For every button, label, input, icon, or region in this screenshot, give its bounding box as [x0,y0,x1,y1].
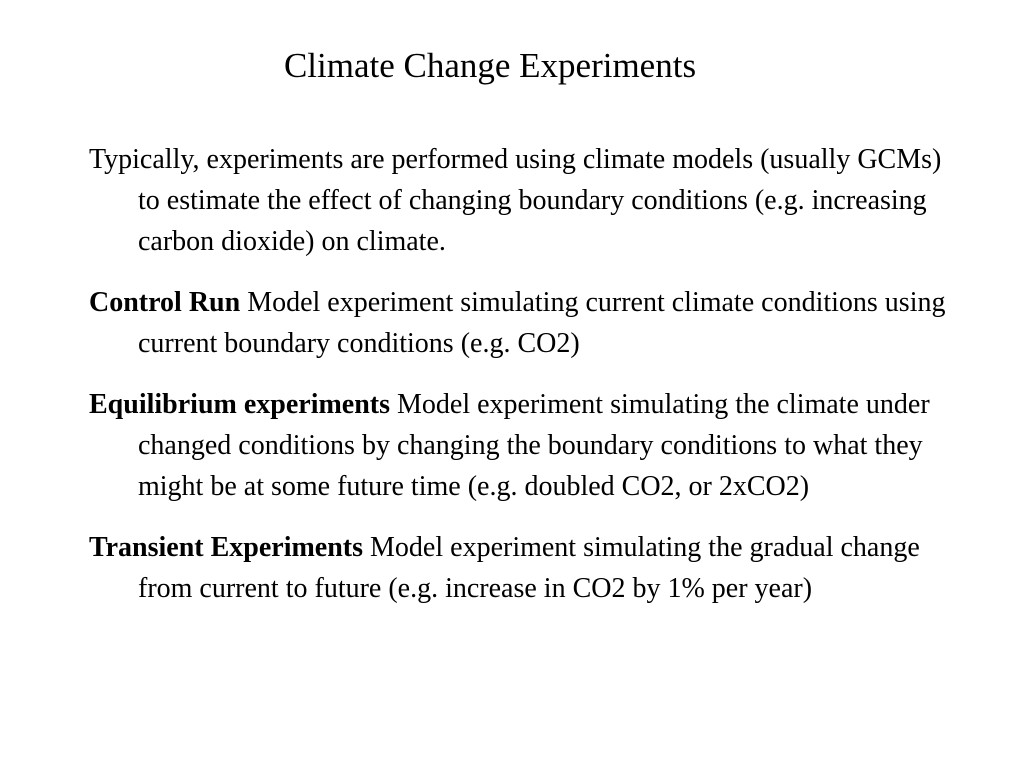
definition-term: Control Run [89,287,241,318]
intro-paragraph: Typically, experiments are performed using climate models (usually GCMs) to estimate the effect of changing boundary conditions (e.g. increasing carbon dioxide) on climate. [89,144,942,257]
definition-equilibrium-experiments [89,384,969,507]
slide-title: Climate Change Experiments [283,46,697,85]
definition-control-run [89,282,969,364]
definition-description: Model experiment simulating the gradual change from current to future (e.g. increase in CO2 by 1% per year) [138,532,920,604]
definition-term: Equilibrium experiments [89,389,391,420]
slide-body [89,139,969,629]
definition-description: Model experiment simulating the climate under changed conditions by changing the boundary conditions to what they might be at some future time (e.g. doubled CO2, or 2xCO2) [138,389,930,502]
definition-description: Model experiment simulating current climate conditions using current boundary conditions (e.g. CO2) [138,287,946,359]
definition-transient-experiments [89,527,969,609]
definition-term: Transient Experiments [89,532,364,563]
